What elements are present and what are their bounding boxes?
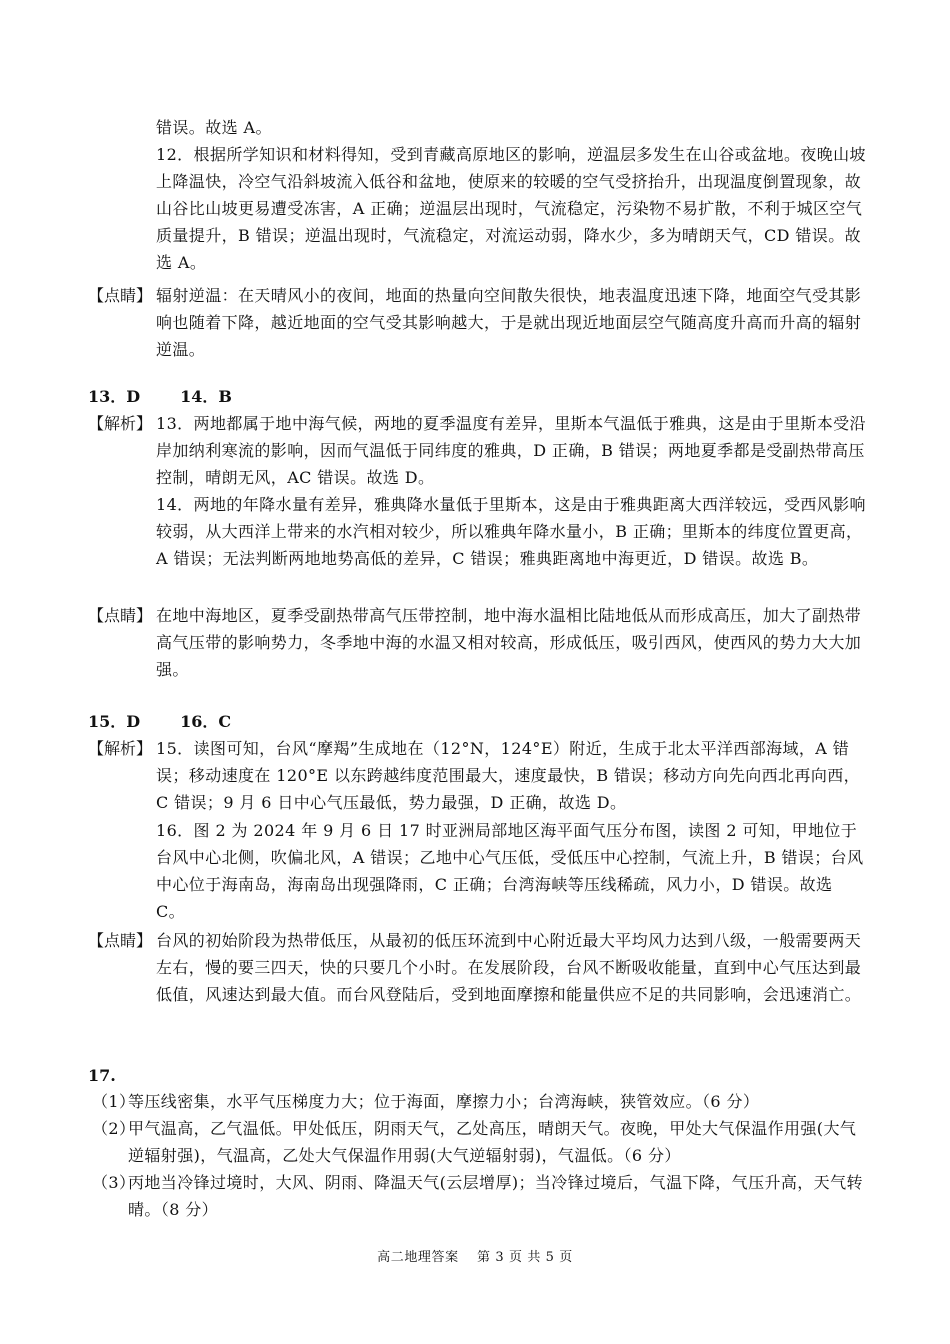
q17-item-text: 丙地当冷锋过境时，大风、阴雨、降温天气(云层增厚)；当冷锋过境后，气温下降，气压升高，天气转晴。（8 分） bbox=[128, 1173, 863, 1219]
answer-heading-15-16 bbox=[88, 708, 271, 735]
q17-heading: 17. bbox=[88, 1066, 116, 1085]
analysis-label: 【解析】 bbox=[88, 739, 153, 758]
q12-explanation: 12．根据所学知识和材料得知，受到青藏高原地区的影响，逆温层多发生在山谷或盆地。夜晚山坡上降温快，冷空气沿斜坡流入低谷和盆地，使原来的较暖的空气受挤抬升，出现温度倒置现象，故山谷比山坡更易遭受冻害，A 正确；逆温层出现时，气流稳定，污染物不易扩散，不利于城区空气质量提升，B 错误；逆温出现时，气流稳定，对流运动弱，降水少，多为晴朗天气，CD 错误。故选 A。 bbox=[156, 145, 866, 272]
tip-text: 辐射逆温：在天晴风小的夜间，地面的热量向空间散失很快，地表温度迅速下降，地面空气受其影响也随着下降，越近地面的空气受其影响越大，于是就出现近地面层空气随高度升高而升高的辐射逆温。 bbox=[156, 286, 862, 359]
tip-label: 【点睛】 bbox=[88, 606, 153, 625]
answer-heading-13-14 bbox=[88, 383, 272, 410]
tip-label: 【点睛】 bbox=[88, 286, 153, 305]
q15-explanation: 15．读图可知，台风“摩羯”生成地在（12°N，124°E）附近，生成于北太平洋西部海域，A 错误；移动速度在 120°E 以东跨越纬度范围最大，速度最快，B 错误；移动方向先向西北再向西，C 错误；9 月 6 日中心气压最低，势力最强，D 正确，故选 D。 bbox=[156, 739, 861, 812]
analysis-label: 【解析】 bbox=[88, 414, 153, 433]
q17-item-3 bbox=[92, 1169, 867, 1223]
q11-continuation: 错误。故选 A。 bbox=[156, 118, 272, 137]
q17-item-1 bbox=[92, 1088, 867, 1115]
tip-label: 【点睛】 bbox=[88, 931, 153, 950]
q17-item-2 bbox=[92, 1115, 867, 1169]
answer-13: 13．D bbox=[88, 387, 141, 406]
q13-explanation: 13．两地都属于地中海气候，两地的夏季温度有差异，里斯本气温低于雅典，这是由于里斯本受沿岸加纳利寒流的影响，因而气温低于同纬度的雅典，D 正确，B 错误；两地夏季都是受副热带高压控制，晴朗无风，AC 错误。故选 D。 bbox=[156, 414, 866, 487]
q17-item-text: 甲气温高，乙气温低。甲处低压，阴雨天气，乙处高压，晴朗天气。夜晚，甲处大气保温作用强(大气逆辐射强)，气温高，乙处大气保温作用弱(大气逆辐射弱)，气温低。（6 分） bbox=[128, 1119, 857, 1165]
q16-explanation: 16．图 2 为 2024 年 9 月 6 日 17 时亚洲局部地区海平面气压分布图，读图 2 可知，甲地位于台风中心北侧，吹偏北风，A 错误；乙地中心气压低，受低压中心控制，气流上升，B 错误；台风中心位于海南岛，海南岛出现强降雨，C 正确；台湾海峡等压线稀疏，风力小，D 错误。故选 C。 bbox=[156, 821, 864, 921]
answer-14: 14．B bbox=[180, 387, 232, 406]
tip-text: 台风的初始阶段为热带低压，从最初的低压环流到中心附近最大平均风力达到八级，一般需要两天左右，慢的要三四天，快的只要几个小时。在发展阶段，台风不断吸收能量，直到中心气压达到最低值，风速达到最大值。而台风登陆后，受到地面摩擦和能量供应不足的共同影响，会迅速消亡。 bbox=[156, 931, 862, 1004]
q17-item-text: 等压线密集，水平气压梯度力大；位于海面，摩擦力小；台湾海峡，狭管效应。（6 分） bbox=[128, 1092, 760, 1111]
q14-explanation: 14．两地的年降水量有差异，雅典降水量低于里斯本，这是由于雅典距离大西洋较远，受西风影响较弱，从大西洋上带来的水汽相对较少，所以雅典年降水量小，B 正确；里斯本的纬度位置更高，A 错误；无法判断两地地势高低的差异，C 错误；雅典距离地中海更近，D 错误。故选 B。 bbox=[156, 495, 866, 568]
tip-text: 在地中海地区，夏季受副热带高气压带控制，地中海水温相比陆地低从而形成高压，加大了副热带高气压带的影响势力，冬季地中海的水温又相对较高，形成低压，吸引西风，使西风的势力大大加强。 bbox=[156, 606, 862, 679]
q17-item-number: （3） bbox=[92, 1173, 136, 1192]
q17-item-number: （1） bbox=[92, 1092, 136, 1111]
answer-16: 16．C bbox=[180, 712, 232, 731]
answer-15: 15．D bbox=[88, 712, 141, 731]
page-footer: 高二地理答案 第 3 页 共 5 页 bbox=[377, 1250, 573, 1265]
q17-item-number: （2） bbox=[92, 1119, 136, 1138]
